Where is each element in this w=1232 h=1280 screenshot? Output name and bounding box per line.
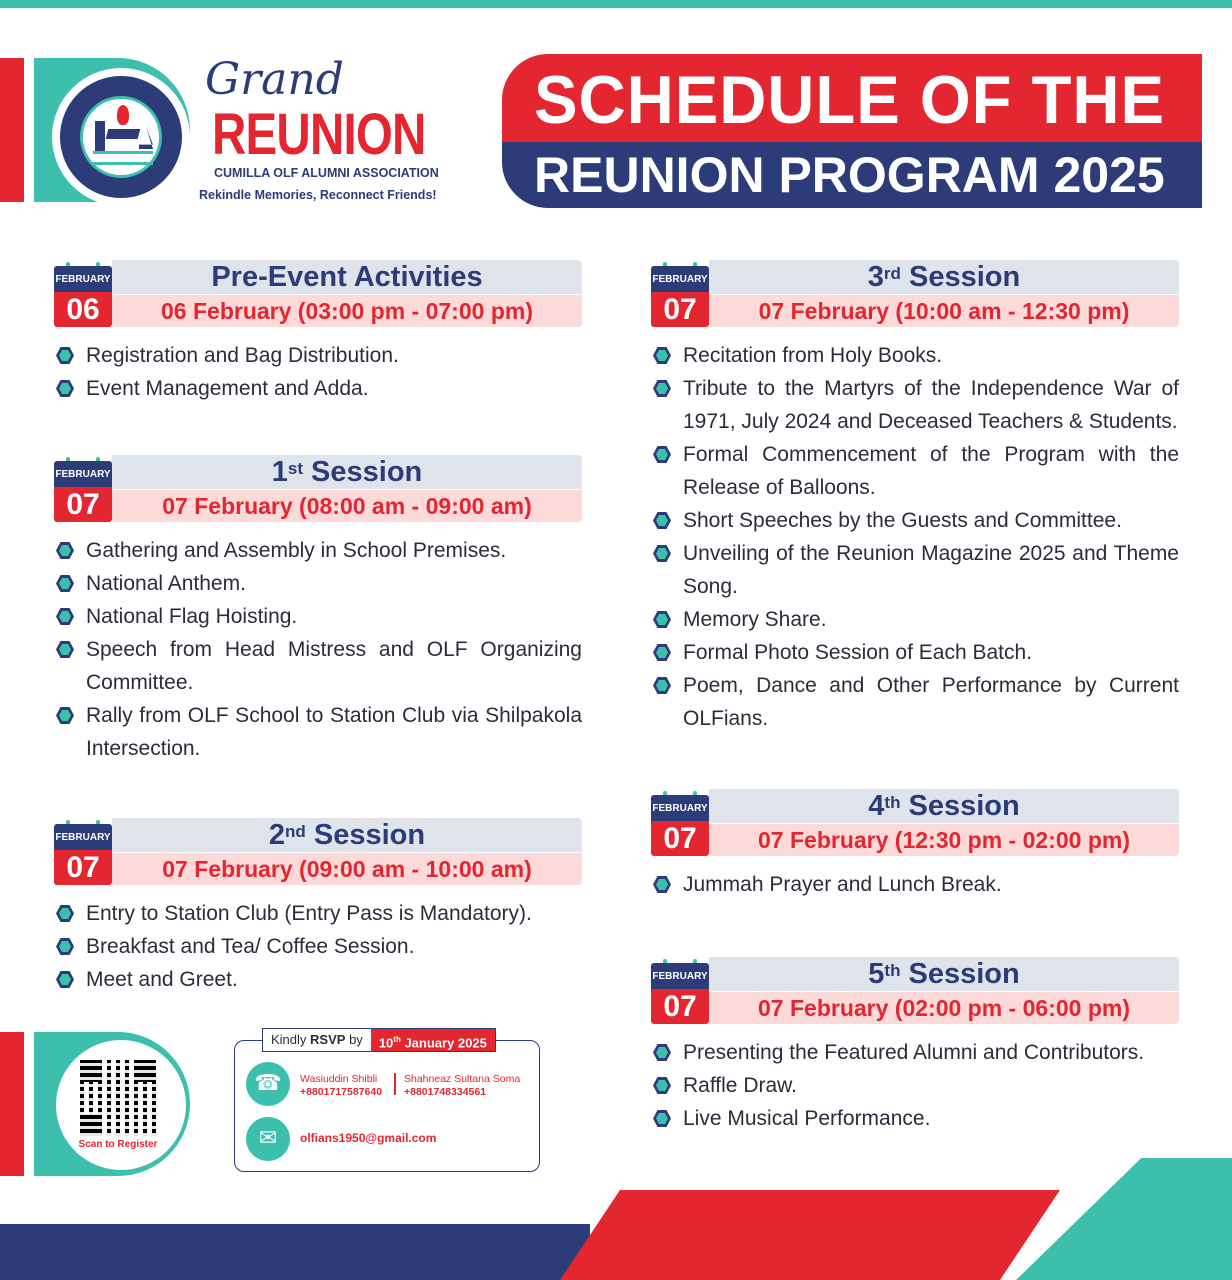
list-item: Rally from OLF School to Station Club via Shilpakola Intersection. bbox=[54, 699, 582, 765]
hexagon-bullet-icon bbox=[653, 1110, 671, 1127]
contact-email[interactable]: olfians1950@gmail.com bbox=[300, 1131, 437, 1145]
calendar-month: FEBRUARY bbox=[54, 461, 112, 487]
hexagon-bullet-icon bbox=[56, 905, 74, 922]
session-items bbox=[651, 1036, 1179, 1135]
hexagon-bullet-icon bbox=[56, 707, 74, 724]
session-time: 07 February (08:00 am - 09:00 am) bbox=[112, 490, 582, 522]
hexagon-bullet-icon bbox=[653, 347, 671, 364]
qr-label: Scan to Register bbox=[78, 1139, 158, 1150]
logo-main-text: REUNION bbox=[212, 102, 426, 167]
banner-title-line2: REUNION PROGRAM 2025 bbox=[534, 147, 1165, 203]
session-time: 07 February (12:30 pm - 02:00 pm) bbox=[709, 824, 1179, 856]
list-item: Memory Share. bbox=[651, 603, 1179, 636]
alumni-logo-emblem bbox=[80, 96, 162, 178]
torch-icon bbox=[117, 105, 129, 125]
calendar-icon bbox=[651, 957, 709, 1024]
top-accent-bar bbox=[0, 0, 1232, 8]
contact-separator bbox=[394, 1073, 396, 1095]
list-item: Jummah Prayer and Lunch Break. bbox=[651, 868, 1179, 901]
calendar-icon bbox=[54, 455, 112, 522]
hexagon-bullet-icon bbox=[56, 608, 74, 625]
list-item: Recitation from Holy Books. bbox=[651, 339, 1179, 372]
calendar-day: 07 bbox=[651, 821, 709, 856]
rsvp-deadline: 10th January 2025 bbox=[371, 1029, 495, 1051]
session-title: Pre-Event Activities bbox=[112, 260, 582, 294]
left-red-strip-bottom bbox=[0, 1032, 24, 1176]
hexagon-bullet-icon bbox=[653, 611, 671, 628]
hexagon-bullet-icon bbox=[653, 545, 671, 562]
list-item: Poem, Dance and Other Performance by Current OLFians. bbox=[651, 669, 1179, 735]
calendar-day: 07 bbox=[54, 487, 112, 522]
list-item: Gathering and Assembly in School Premises. bbox=[54, 534, 582, 567]
banner-title-line1: SCHEDULE OF THE bbox=[534, 62, 1165, 138]
list-item: Tribute to the Martyrs of the Independence War of 1971, July 2024 and Deceased Teachers & Students. bbox=[651, 372, 1179, 438]
logo-tagline: Rekindle Memories, Reconnect Friends! bbox=[199, 188, 437, 202]
list-item: National Anthem. bbox=[54, 567, 582, 600]
hexagon-bullet-icon bbox=[56, 938, 74, 955]
session-title: 5th Session bbox=[709, 957, 1179, 991]
hexagon-bullet-icon bbox=[653, 380, 671, 397]
hexagon-bullet-icon bbox=[56, 347, 74, 364]
hexagon-bullet-icon bbox=[653, 677, 671, 694]
rsvp-prefix: Kindly RSVP by bbox=[271, 1032, 363, 1047]
list-item: Entry to Station Club (Entry Pass is Mandatory). bbox=[54, 897, 582, 930]
hexagon-bullet-icon bbox=[653, 446, 671, 463]
ship-icon bbox=[139, 127, 153, 149]
list-item: Speech from Head Mistress and OLF Organizing Committee. bbox=[54, 633, 582, 699]
calendar-icon bbox=[651, 260, 709, 327]
session-items bbox=[54, 339, 582, 405]
bottom-teal-stripe bbox=[1016, 1158, 1232, 1280]
calendar-month: FEBRUARY bbox=[651, 795, 709, 821]
list-item: Live Musical Performance. bbox=[651, 1102, 1179, 1135]
session-title: 3rd Session bbox=[709, 260, 1179, 294]
contact-2-name: Shahneaz Sultana Soma bbox=[404, 1073, 521, 1085]
waves-icon bbox=[93, 151, 153, 165]
hexagon-bullet-icon bbox=[653, 876, 671, 893]
calendar-month: FEBRUARY bbox=[651, 266, 709, 292]
session-items bbox=[54, 534, 582, 765]
calendar-day: 07 bbox=[651, 989, 709, 1024]
hexagon-bullet-icon bbox=[56, 971, 74, 988]
list-item: Short Speeches by the Guests and Committee. bbox=[651, 504, 1179, 537]
session-title: 4th Session bbox=[709, 789, 1179, 823]
hexagon-bullet-icon bbox=[56, 575, 74, 592]
contact-1-phone[interactable]: +8801717587640 bbox=[300, 1086, 383, 1098]
logo-script-text: Grand bbox=[205, 54, 344, 105]
session-items bbox=[651, 339, 1179, 735]
list-item: Unveiling of the Reunion Magazine 2025 and Theme Song. bbox=[651, 537, 1179, 603]
calendar-icon bbox=[54, 260, 112, 327]
hexagon-bullet-icon bbox=[56, 641, 74, 658]
session-items bbox=[54, 897, 582, 996]
bottom-navy-stripe bbox=[0, 1224, 590, 1280]
building-icon bbox=[95, 121, 105, 151]
rsvp-header bbox=[262, 1028, 496, 1052]
list-item: Raffle Draw. bbox=[651, 1069, 1179, 1102]
email-icon: ✉ bbox=[246, 1117, 290, 1161]
hexagon-bullet-icon bbox=[653, 644, 671, 661]
calendar-day: 06 bbox=[54, 292, 112, 327]
session-time: 07 February (02:00 pm - 06:00 pm) bbox=[709, 992, 1179, 1024]
session-items bbox=[651, 868, 1179, 901]
list-item: Event Management and Adda. bbox=[54, 372, 582, 405]
list-item: Breakfast and Tea/ Coffee Session. bbox=[54, 930, 582, 963]
list-item: Meet and Greet. bbox=[54, 963, 582, 996]
calendar-month: FEBRUARY bbox=[54, 824, 112, 850]
hexagon-bullet-icon bbox=[653, 1044, 671, 1061]
left-red-strip bbox=[0, 58, 24, 202]
session-time: 07 February (10:00 am - 12:30 pm) bbox=[709, 295, 1179, 327]
list-item: Presenting the Featured Alumni and Contributors. bbox=[651, 1036, 1179, 1069]
contact-2-phone[interactable]: +8801748334561 bbox=[404, 1086, 487, 1098]
hexagon-bullet-icon bbox=[56, 542, 74, 559]
session-time: 06 February (03:00 pm - 07:00 pm) bbox=[112, 295, 582, 327]
hexagon-bullet-icon bbox=[653, 1077, 671, 1094]
calendar-icon bbox=[54, 818, 112, 885]
list-item: Formal Commencement of the Program with the Release of Balloons. bbox=[651, 438, 1179, 504]
calendar-day: 07 bbox=[651, 292, 709, 327]
qr-code[interactable] bbox=[80, 1060, 156, 1136]
session-time: 07 February (09:00 am - 10:00 am) bbox=[112, 853, 582, 885]
list-item: Formal Photo Session of Each Batch. bbox=[651, 636, 1179, 669]
calendar-icon bbox=[651, 789, 709, 856]
logo-association: CUMILLA OLF ALUMNI ASSOCIATION bbox=[214, 166, 439, 180]
session-title: 2nd Session bbox=[112, 818, 582, 852]
list-item: National Flag Hoisting. bbox=[54, 600, 582, 633]
session-title: 1st Session bbox=[112, 455, 582, 489]
contact-1-name: Wasiuddin Shibli bbox=[300, 1073, 378, 1085]
hexagon-bullet-icon bbox=[653, 512, 671, 529]
graduation-cap-icon bbox=[106, 129, 141, 139]
calendar-month: FEBRUARY bbox=[54, 266, 112, 292]
calendar-month: FEBRUARY bbox=[651, 963, 709, 989]
phone-icon: ☎ bbox=[246, 1062, 290, 1106]
hexagon-bullet-icon bbox=[56, 380, 74, 397]
bottom-red-stripe bbox=[560, 1190, 1060, 1280]
list-item: Registration and Bag Distribution. bbox=[54, 339, 582, 372]
calendar-day: 07 bbox=[54, 850, 112, 885]
